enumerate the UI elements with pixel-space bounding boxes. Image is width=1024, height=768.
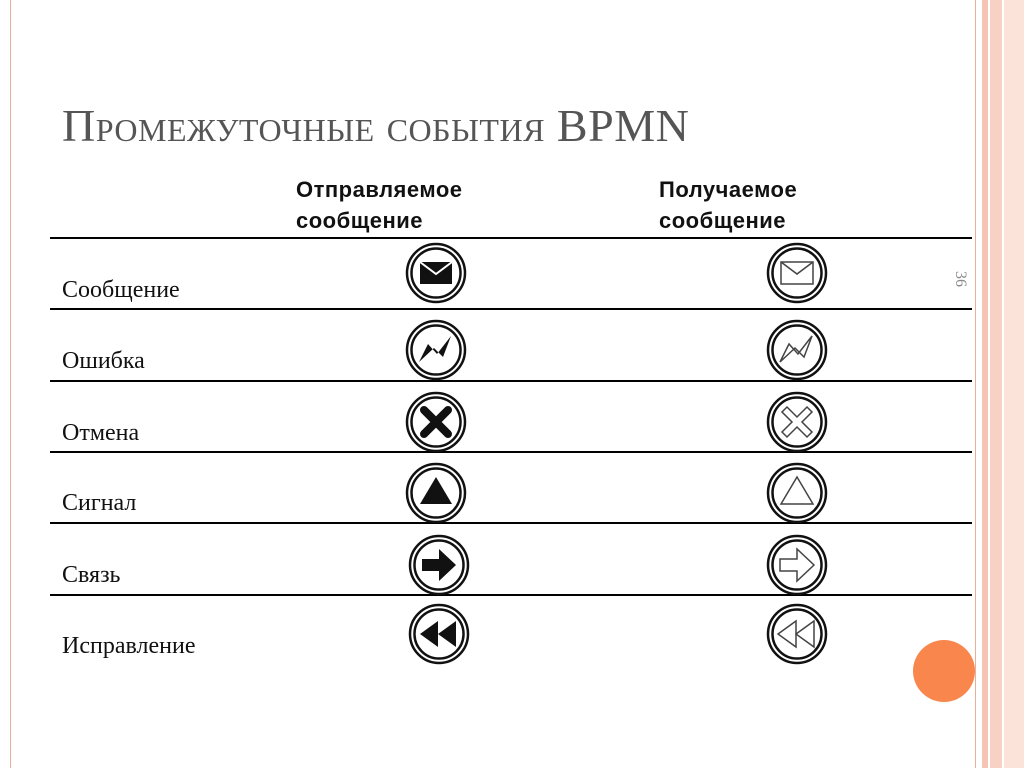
signal-outline-icon: [766, 462, 828, 524]
page-number: 36: [952, 271, 969, 287]
column-header-send: Отправляемое сообщение: [296, 177, 463, 233]
cancel-outline-icon: [766, 391, 828, 453]
column-header-receive: Получаемое сообщение: [659, 177, 798, 233]
table-rule: [50, 522, 972, 524]
compensation-filled-icon: [408, 603, 470, 665]
row-label-error: Ошибка: [62, 348, 145, 374]
decor-orange-circle: [913, 640, 975, 702]
decor-stripe: [990, 0, 1002, 768]
compensation-outline-icon: [766, 603, 828, 665]
signal-filled-icon: [405, 462, 467, 524]
row-label-compensation: Исправление: [62, 633, 196, 659]
row-label-signal: Сигнал: [62, 490, 137, 516]
error-filled-icon: [405, 319, 467, 381]
table-rule: [50, 308, 972, 310]
error-outline-icon: [766, 319, 828, 381]
row-label-link: Связь: [62, 562, 121, 588]
link-outline-icon: [766, 534, 828, 596]
row-label-cancel: Отмена: [62, 420, 140, 446]
table-rule: [50, 237, 972, 239]
row-label-message: Сообщение: [62, 277, 180, 303]
decor-stripe: [982, 0, 988, 768]
message-filled-icon: [405, 242, 467, 304]
table-rule: [50, 451, 972, 453]
slide-title: Промежуточные события BPMN: [62, 100, 690, 151]
table-rule: [50, 380, 972, 382]
cancel-filled-icon: [405, 391, 467, 453]
decor-stripe: [1004, 0, 1024, 768]
table-rule: [50, 594, 972, 596]
message-outline-icon: [766, 242, 828, 304]
link-filled-icon: [408, 534, 470, 596]
